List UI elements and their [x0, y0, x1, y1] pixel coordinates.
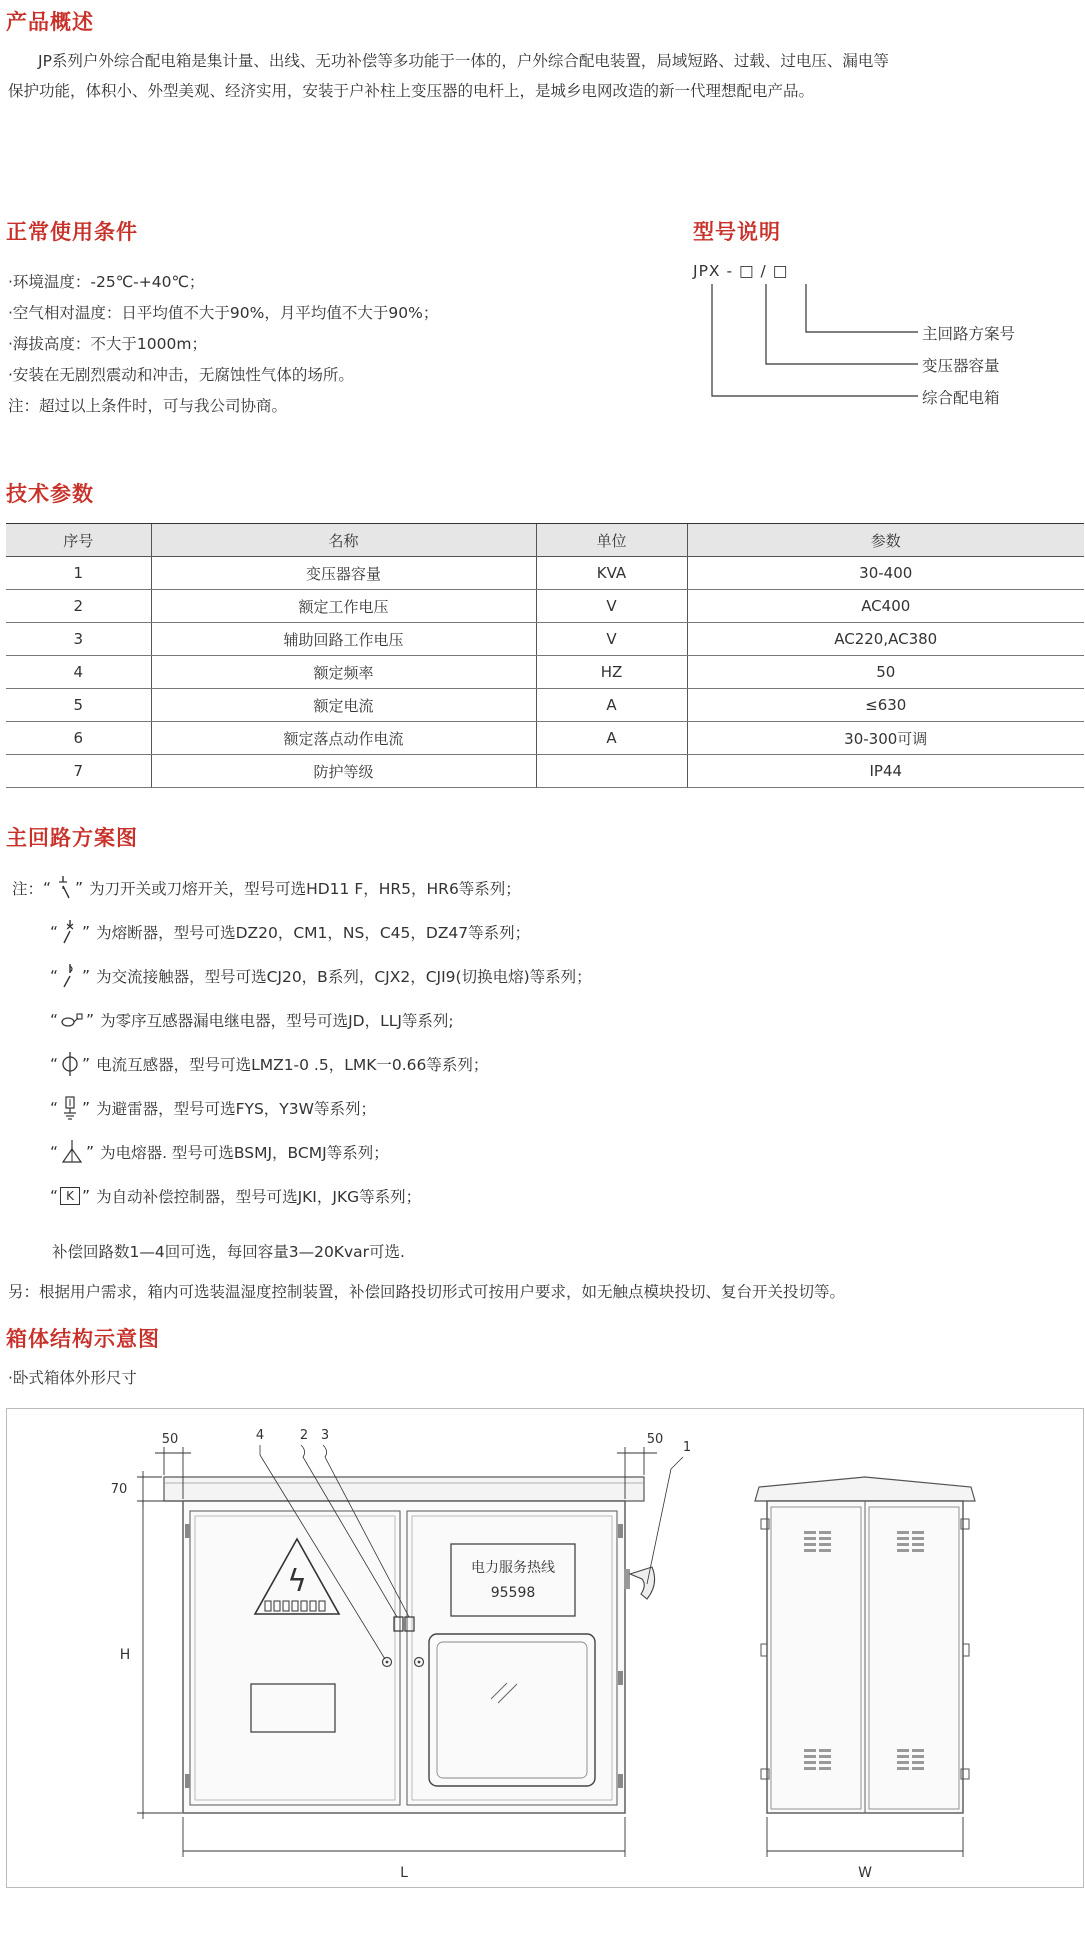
specs-heading: 技术参数	[6, 482, 94, 506]
note-zero-sequence: “ ” 为零序互感器漏电继电器，型号可选JD，LLJ等系列;	[12, 998, 592, 1042]
symbol-notes	[12, 866, 592, 1218]
note-capacitor: “ ” 为电熔器. 型号可选BSMJ，BCMJ等系列；	[12, 1130, 592, 1174]
capacitor-icon	[60, 1139, 84, 1165]
col-header: 参数	[687, 524, 1084, 557]
model-code: JPX - □ / □	[693, 262, 789, 280]
overview-line-2: 保护功能，体积小、外型美观、经济实用，安装于户补柱上变压器的电杆上，是城乡电网改造的新一代理想配电产品。	[8, 82, 815, 100]
table-cell: HZ	[536, 656, 687, 689]
table-cell: A	[536, 722, 687, 755]
fuse-breaker-icon	[60, 919, 80, 945]
note-current-transformer: “ ” 电流互感器，型号可选LMZ1-0 .5，LMK一0.66等系列；	[12, 1042, 592, 1086]
overview-heading: 产品概述	[6, 10, 94, 34]
overview-text	[8, 46, 1083, 106]
note-text: 为自动补偿控制器，型号可选JKI，JKG等系列；	[96, 1188, 422, 1206]
condition-item: ·空气相对温度：日平均值不大于90%，月平均值不大于90%；	[8, 304, 439, 322]
dim-length: L	[400, 1865, 408, 1881]
note-text: 电流互感器，型号可选LMZ1-0 .5，LMK一0.66等系列；	[96, 1056, 489, 1074]
table-cell: AC400	[687, 590, 1084, 623]
table-cell: 额定落点动作电流	[151, 722, 536, 755]
table-cell: 防护等级	[151, 755, 536, 788]
dim-top-left: 50	[161, 1432, 179, 1447]
table-cell: AC220,AC380	[687, 623, 1084, 656]
enclosure-drawing	[7, 1409, 1085, 1889]
table-row	[6, 623, 1084, 656]
table-cell: 5	[6, 689, 151, 722]
note-arrester: “ ” 为避雷器，型号可选FYS，Y3W等系列；	[12, 1086, 592, 1130]
note-contactor: “ ” 为交流接触器，型号可选CJ20，B系列，CJX2，CJI9(切换电熔)等系列；	[12, 954, 592, 998]
table-row	[6, 689, 1084, 722]
note-text: 为刀开关或刀熔开关，型号可选HD11 F，HR5，HR6等系列；	[89, 880, 521, 898]
model-label-capacity: 变压器容量	[922, 357, 1000, 375]
lightning-arrester-icon	[60, 1095, 80, 1121]
callout-3: 3	[320, 1428, 330, 1443]
dim-width: W	[858, 1865, 872, 1881]
table-cell: 50	[687, 656, 1084, 689]
table-row	[6, 656, 1084, 689]
note-text: 为熔断器，型号可选DZ20，CM1，NS，C45，DZ47等系列；	[96, 924, 531, 942]
knife-switch-icon	[53, 875, 73, 901]
table-cell: V	[536, 590, 687, 623]
table-cell: 30-300可调	[687, 722, 1084, 755]
condition-item: ·海拔高度：不大于1000m；	[8, 335, 207, 353]
contactor-icon	[60, 963, 80, 989]
note-text: 为零序互感器漏电继电器，型号可选JD，LLJ等系列;	[100, 1012, 454, 1030]
table-cell	[536, 755, 687, 788]
dim-height: H	[119, 1647, 131, 1663]
callout-2: 2	[299, 1428, 309, 1443]
callout-4: 4	[255, 1428, 265, 1443]
col-header: 序号	[6, 524, 151, 557]
table-cell: 辅助回路工作电压	[151, 623, 536, 656]
model-label-box: 综合配电箱	[922, 389, 1000, 407]
table-cell: 额定电流	[151, 689, 536, 722]
dim-top-right: 50	[646, 1432, 664, 1447]
table-cell: A	[536, 689, 687, 722]
model-label-scheme: 主回路方案号	[922, 325, 1016, 343]
callout-1: 1	[682, 1440, 692, 1455]
zero-sequence-relay-icon	[60, 1007, 84, 1033]
hotline-number: 95598	[490, 1585, 536, 1601]
model-heading: 型号说明	[693, 220, 781, 244]
warning-lightning-icon: ϟ	[287, 1564, 307, 1599]
structure-subtitle: ·卧式箱体外形尺寸	[8, 1369, 137, 1387]
table-row	[6, 557, 1084, 590]
note-fuse: “ ” 为熔断器，型号可选DZ20，CM1，NS，C45，DZ47等系列；	[12, 910, 592, 954]
condition-item: ·环境温度：-25℃-+40℃；	[8, 273, 205, 291]
circuit-heading: 主回路方案图	[6, 826, 138, 850]
table-cell: IP44	[687, 755, 1084, 788]
table-cell: V	[536, 623, 687, 656]
table-cell: 6	[6, 722, 151, 755]
structure-diagram-frame	[6, 1408, 1084, 1888]
circuit-extra-1: 补偿回路数1—4回可选，每回容量3—20Kvar可选.	[52, 1243, 405, 1261]
condition-item: ·安装在无剧烈震动和冲击，无腐蚀性气体的场所。	[8, 366, 354, 384]
table-cell: ≤630	[687, 689, 1084, 722]
table-cell: 30-400	[687, 557, 1084, 590]
table-cell: 7	[6, 755, 151, 788]
table-cell: 2	[6, 590, 151, 623]
note-prefix: 注：	[12, 880, 44, 898]
note-knife-switch: 注： “ ” 为刀开关或刀熔开关，型号可选HD11 F，HR5，HR6等系列；	[12, 866, 592, 910]
table-cell: 3	[6, 623, 151, 656]
hotline-label: 电力服务热线	[471, 1560, 555, 1576]
note-controller: “ K ” 为自动补偿控制器，型号可选JKI，JKG等系列；	[50, 1187, 422, 1206]
table-row	[6, 755, 1084, 788]
col-header: 名称	[151, 524, 536, 557]
note-text: 为电熔器. 型号可选BSMJ，BCMJ等系列；	[100, 1144, 389, 1162]
spec-table	[6, 523, 1084, 788]
conditions-list	[8, 267, 438, 422]
note-text: 为交流接触器，型号可选CJ20，B系列，CJX2，CJI9(切换电熔)等系列；	[96, 968, 592, 986]
model-diagram	[690, 280, 950, 410]
overview-line-1: JP系列户外综合配电箱是集计量、出线、无功补偿等多功能于一体的，户外综合配电装置，局域短路、过载、过电压、漏电等	[38, 52, 889, 70]
spec-header-row	[6, 524, 1084, 557]
table-cell: KVA	[536, 557, 687, 590]
table-cell: 变压器容量	[151, 557, 536, 590]
note-text: 为避雷器，型号可选FYS，Y3W等系列；	[96, 1100, 376, 1118]
dim-roof: 70	[110, 1482, 128, 1497]
conditions-heading: 正常使用条件	[6, 220, 138, 244]
circuit-extra-2: 另：根据用户需求，箱内可选装温湿度控制装置，补偿回路投切形式可按用户要求，如无触点模块投切、复台开关投切等。	[8, 1283, 846, 1301]
table-row	[6, 722, 1084, 755]
col-header: 单位	[536, 524, 687, 557]
current-transformer-icon	[60, 1051, 80, 1077]
table-cell: 额定频率	[151, 656, 536, 689]
structure-heading: 箱体结构示意图	[6, 1327, 160, 1351]
table-cell: 4	[6, 656, 151, 689]
table-row	[6, 590, 1084, 623]
compensation-controller-icon: K	[60, 1187, 80, 1205]
table-cell: 额定工作电压	[151, 590, 536, 623]
table-cell: 1	[6, 557, 151, 590]
condition-note: 注：超过以上条件时，可与我公司协商。	[8, 397, 288, 415]
